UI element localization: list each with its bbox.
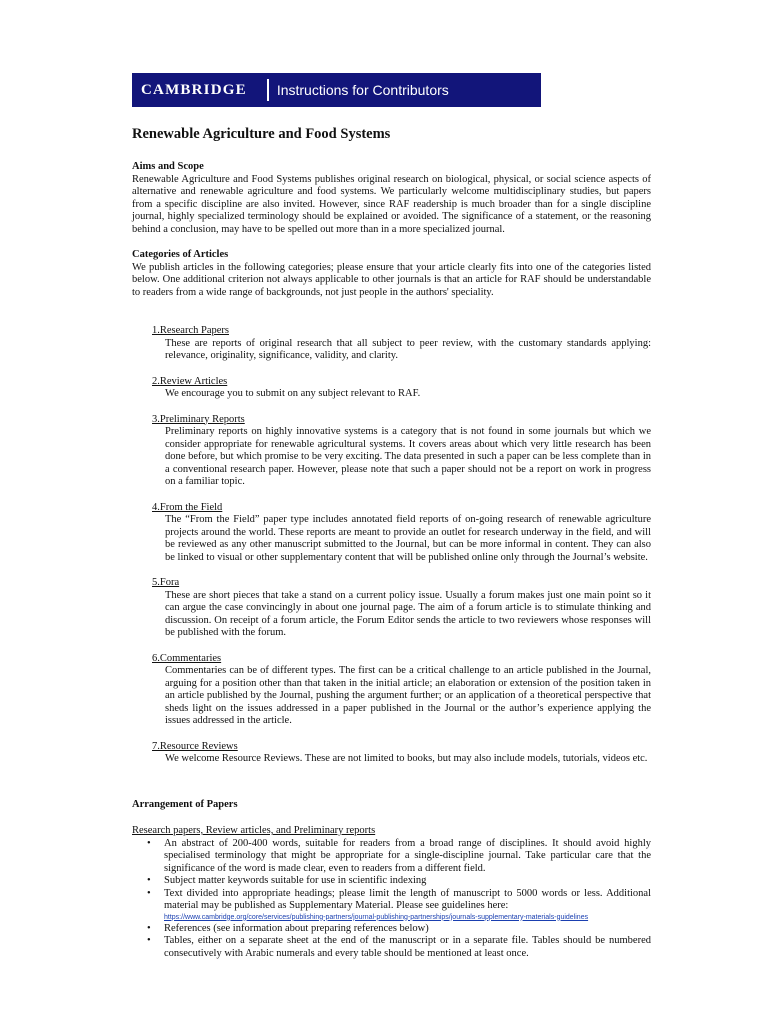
category-title: 4.From the Field xyxy=(152,501,223,513)
list-item: • Tables, either on a separate sheet at the end of the manuscript or in a separate file. Tables should be numbered consecutively with Arabic numerals and every table should be mentioned at least once. xyxy=(164,935,651,960)
arrangement-section xyxy=(132,799,651,961)
aims-section xyxy=(132,161,651,236)
category-item xyxy=(152,414,651,489)
page-title: Renewable Agriculture and Food Systems xyxy=(132,126,391,142)
list-item xyxy=(164,888,651,923)
category-item xyxy=(152,741,651,766)
banner-subtitle: Instructions for Contributors xyxy=(276,82,449,98)
aims-text: Renewable Agriculture and Food Systems publishes original research on biological, physical, or social science aspects of alternative and renewable agriculture and food systems. We particularly welcome multidisciplinary studies, but papers from a specific discipline are also invited. However, since RAF readership is much broader than for a single discipline journal, highly specialized terminology should be explained or avoided. The significance of a statement, or the reasoning behind a conclusion, may have to be spelled out more than in a more specialized journal. xyxy=(132,173,651,235)
category-item xyxy=(152,325,651,363)
category-list xyxy=(152,325,651,766)
categories-text: We publish articles in the following categories; please ensure that your article clearly fits into one of the categories listed below. One additional criterion not always applicable to other journals is that an article for RAF should be understandable to readers from a wide range of backgrounds, not just people in the authors' speciality. xyxy=(132,261,651,298)
category-text: The “From the Field” paper type includes annotated field reports of on-going research of renewable agriculture projects around the world. These reports are meant to provide an outlet for research underway in the field, and will be reviewed as any other manuscript submitted to the Journal, but can be more informal in content. They can also be linked to visual or other supplementary content that will be published online only through the Journal’s website. xyxy=(165,514,651,563)
document-body xyxy=(132,126,651,960)
category-item xyxy=(152,653,651,728)
category-text: Preliminary reports on highly innovative systems is a category that is not found in some journals but which we consider appropriate for renewable agricultural systems. It covers areas about which very little research has been done before, but which promise to be very exciting. The data presented in such a paper can be less complete than in a conventional research paper. However, please note that such a paper should not be a report on work in progress on a familiar topic. xyxy=(165,426,651,487)
category-item xyxy=(152,502,651,565)
list-item: • Subject matter keywords suitable for use in scientific indexing xyxy=(164,875,651,888)
cambridge-logo: CAMBRIDGE xyxy=(141,81,247,98)
category-title: 7.Resource Reviews xyxy=(152,740,238,752)
category-title: 3.Preliminary Reports xyxy=(152,413,245,425)
category-title: 5.Fora xyxy=(152,577,180,588)
list-item-text: Text divided into appropriate headings; please limit the length of manuscript to 5000 words or less. Additional material may be published as Supplementary Material. Please see guidelines here: xyxy=(164,887,651,911)
aims-heading: Aims and Scope xyxy=(132,161,204,172)
category-text: We encourage you to submit on any subject relevant to RAF. xyxy=(165,388,421,399)
category-title: 1.Research Papers xyxy=(152,325,229,336)
header-banner xyxy=(132,73,541,107)
categories-section xyxy=(132,249,651,299)
arrangement-heading: Arrangement of Papers xyxy=(132,798,238,810)
arrangement-subheading: Research papers, Review articles, and Preliminary reports xyxy=(132,825,376,836)
list-item: • References (see information about preparing references below) xyxy=(164,923,651,936)
categories-heading: Categories of Articles xyxy=(132,249,229,260)
banner-divider xyxy=(267,79,269,101)
category-title: 6.Commentaries xyxy=(152,652,222,664)
supplementary-guidelines-link[interactable]: https://www.cambridge.org/core/services/publishing-partners/journal-publishing-partnerships/journals-supplementary-materials-guidelines xyxy=(164,913,589,921)
category-item xyxy=(152,577,651,640)
category-title: 2.Review Articles xyxy=(152,375,228,387)
category-text: Commentaries can be of different types. The first can be a critical challenge to an article published in the Journal, arguing for a position other than that taken in the initial article; an elaboration or extension of the position taken in an article published by the Journal, pushing the argument further; or an application of a theoretical perspective that sheds light on the issues addressed in a paper published in the Journal or the author’s experience applying the issues addressed in the article. xyxy=(165,665,651,726)
category-text: These are short pieces that take a stand on a current policy issue. Usually a forum makes just one main point so it can argue the case convincingly in about one journal page. The aim of a forum article is to stimulate thinking and discussion. On receipt of a forum article, the Forum Editor sends the article to two reviewers whose responses will be published with the forum. xyxy=(165,589,651,638)
list-item: • An abstract of 200-400 words, suitable for readers from a broad range of disciplines. It should avoid highly specialised terminology that might be appropriate for a single-discipline journal. Take particular care that the significance of the word is made clear, even to readers from a different field. xyxy=(164,838,651,876)
category-text: We welcome Resource Reviews. These are not limited to books, but may also include models, tutorials, videos etc. xyxy=(165,753,648,764)
arrangement-list xyxy=(132,838,651,961)
category-text: These are reports of original research that all subject to peer review, with the customary standards applying: relevance, originality, significance, validity, and clarity. xyxy=(165,337,651,361)
category-item xyxy=(152,376,651,401)
